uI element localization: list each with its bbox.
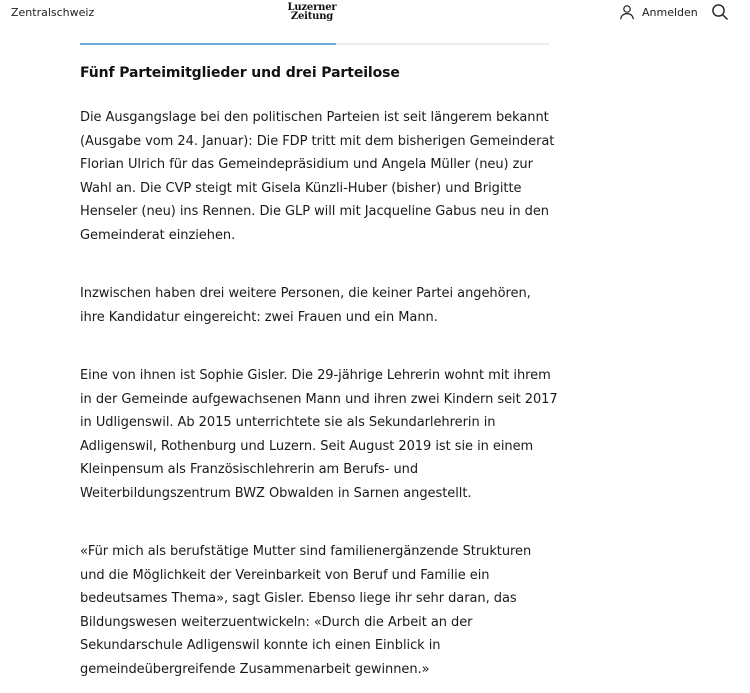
reading-progress-fill: [80, 43, 336, 45]
region-link[interactable]: Zentralschweiz: [11, 6, 95, 19]
login-button[interactable]: [619, 3, 698, 21]
login-label: Anmelden: [642, 5, 698, 19]
site-logo[interactable]: [282, 3, 342, 21]
search-icon: [711, 3, 729, 21]
article-subheading: Fünf Parteimitglieder und drei Parteilose: [80, 65, 400, 81]
logo-line-1: Luzerner: [287, 2, 337, 13]
site-header: [0, 0, 750, 26]
article-paragraph: Die Ausgangslage bei den politischen Parteien ist seit längerem bekannt (Ausgabe vom 24. Januar): Die FDP tritt mit dem bisherigen Gemeinderat Florian Ulrich für das Gemeindepräsidium und Angela Müller (neu) zur Wahl an. Die CVP steigt mit Gisela Künzli-Huber (bisher) und Brigitte Henseler (neu) ins Rennen. Die GLP will mit Jacqueline Gabus neu in den Gemeinderat einziehen.: [80, 110, 555, 243]
article-paragraph: «Für mich als berufstätige Mutter sind familienergänzende Strukturen und die Möglichkeit der Vereinbarkeit von Beruf und Familie ein bedeutsames Thema», sagt Gisler. Ebenso liege ihr sehr daran, das Bildungswesen weiterzuentwickeln: «Durch die Arbeit an der Sekundarschule Adligenswil konnte ich einen Einblick in gemeindeübergreifende Zusammenarbeit gewinnen.»: [80, 544, 532, 677]
article-body: [80, 60, 558, 681]
logo-line-2: Zeitung: [290, 11, 334, 22]
article-paragraph: Eine von ihnen ist Sophie Gisler. Die 29-jährige Lehrerin wohnt mit ihrem in der Gemeinde aufgewachsenen Mann und ihren zwei Kindern seit 2017 in Udligenswil. Ab 2015 unterrichtete sie als Sekundarlehrerin in Adligenswil, Rothenburg und Luzern. Seit August 2019 ist sie in einem Kleinpensum als Französischlehrerin am Berufs- und Weiterbildungszentrum BWZ Obwalden in Sarnen angestellt.: [80, 368, 558, 501]
user-icon: [619, 4, 635, 20]
article-paragraph: Inzwischen haben drei weitere Personen, die keiner Partei angehören, ihre Kandidatur eingereicht: zwei Frauen und ein Mann.: [80, 286, 531, 325]
search-button[interactable]: [711, 3, 729, 21]
reading-progress-bar: [80, 43, 549, 45]
